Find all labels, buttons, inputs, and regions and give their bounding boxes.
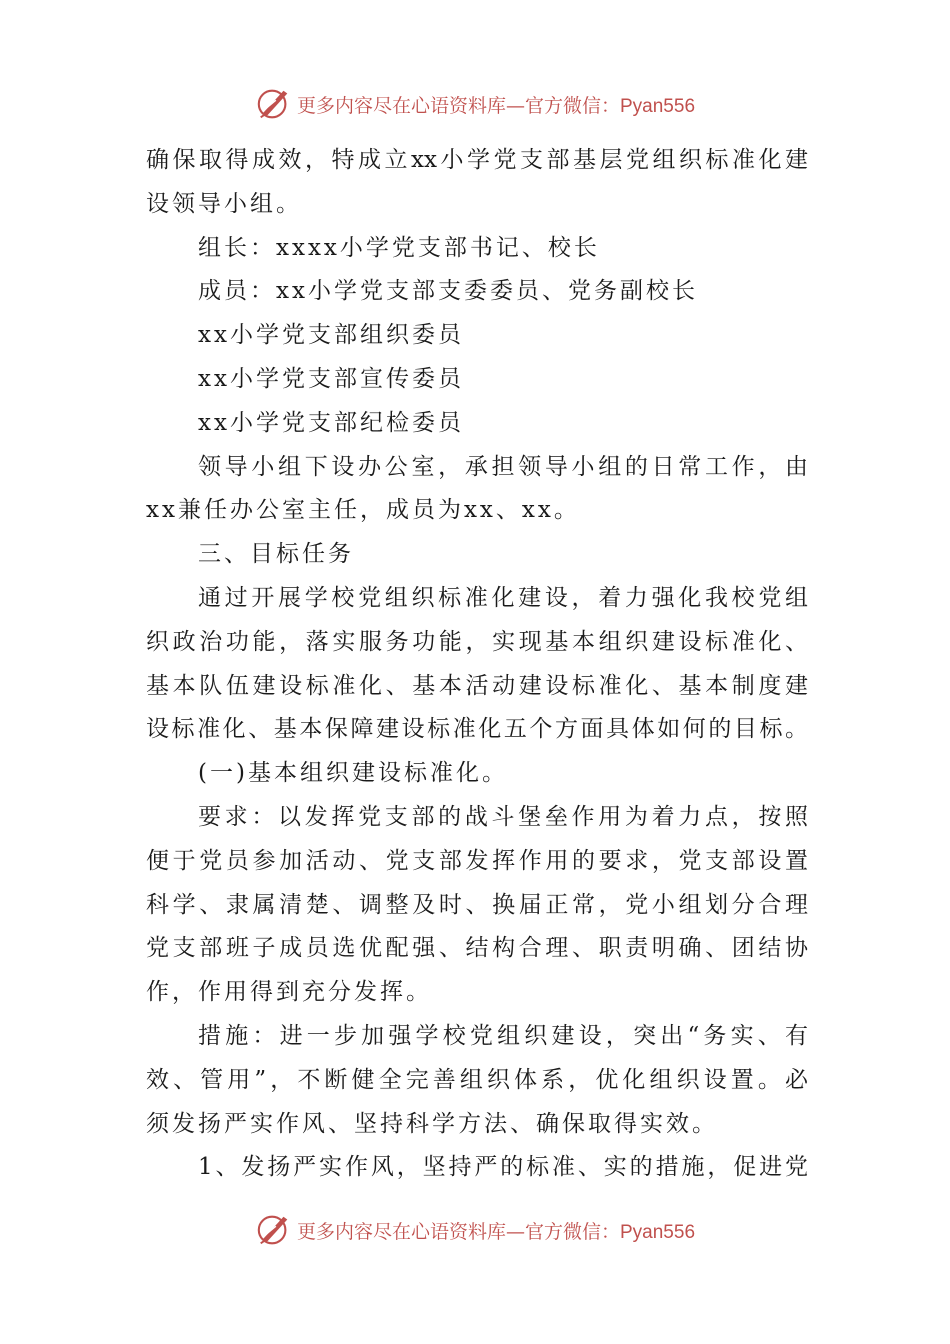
text-line: xx小学党支部组织委员 — [198, 322, 464, 349]
text-line: 科学、隶属清楚、调整及时、换届正常，党小组划分合理 — [146, 891, 808, 918]
banner-wechat-id: Pyan556 — [620, 1221, 696, 1243]
text-line: 便于党员参加活动、党支部发挥作用的要求，党支部设置 — [146, 847, 808, 874]
banner-slogan: 更多内容尽在心语资料库—官方微信： — [296, 94, 620, 117]
banner-text — [297, 1217, 695, 1244]
text-line: 领导小组下设办公室，承担领导小组的日常工作，由 — [198, 453, 808, 480]
banner-wechat-id: Pyan556 — [620, 95, 696, 117]
text-line: xx小学党支部宣传委员 — [198, 365, 464, 392]
text-line: 通过开展学校党组织标准化建设，着力强化我校党组 — [198, 584, 808, 611]
text-line: 1、发扬严实作风，坚持严的标准、实的措施，促进党 — [198, 1154, 808, 1181]
text-line: 三、目标任务 — [198, 541, 354, 568]
text-line: xx兼任办公室主任，成员为xx、xx。 — [146, 497, 580, 524]
text-line: 设标准化、基本保障建设标准化五个方面具体如何的目标。 — [146, 716, 808, 743]
banner-slogan: 更多内容尽在心语资料库—官方微信： — [296, 1220, 620, 1243]
document-body — [146, 139, 808, 1190]
text-line: 组长：xxxx小学党支部书记、校长 — [198, 234, 600, 261]
text-line: 成员：xx小学党支部支委委员、党务副校长 — [198, 278, 698, 305]
quill-logo-icon — [255, 85, 293, 123]
text-line: 要求：以发挥党支部的战斗堡垒作用为着力点，按照 — [198, 803, 808, 830]
text-line: 基本队伍建设标准化、基本活动建设标准化、基本制度建 — [146, 672, 808, 699]
quill-logo-icon — [255, 1211, 293, 1249]
text-line: 党支部班子成员选优配强、结构合理、职责明确、团结协 — [146, 935, 808, 962]
text-line: 须发扬严实作风、坚持科学方法、确保取得实效。 — [146, 1110, 718, 1137]
text-line: 确保取得成效，特成立xx小学党支部基层党组织标准化建 — [146, 147, 808, 173]
text-line: xx小学党支部纪检委员 — [198, 409, 464, 436]
header-banner — [0, 84, 950, 124]
text-line: (一)基本组织建设标准化。 — [198, 760, 508, 787]
text-line: 措施：进一步加强学校党组织建设，突出“务实、有 — [198, 1022, 808, 1049]
text-line: 效、管用”，不断健全完善组织体系，优化组织设置。必 — [146, 1066, 808, 1093]
text-line: 作，作用得到充分发挥。 — [146, 979, 432, 1006]
footer-banner — [0, 1210, 950, 1250]
text-line: 织政治功能，落实服务功能，实现基本组织建设标准化、 — [146, 628, 808, 655]
text-line: 设领导小组。 — [146, 190, 302, 217]
banner-text — [297, 91, 695, 118]
